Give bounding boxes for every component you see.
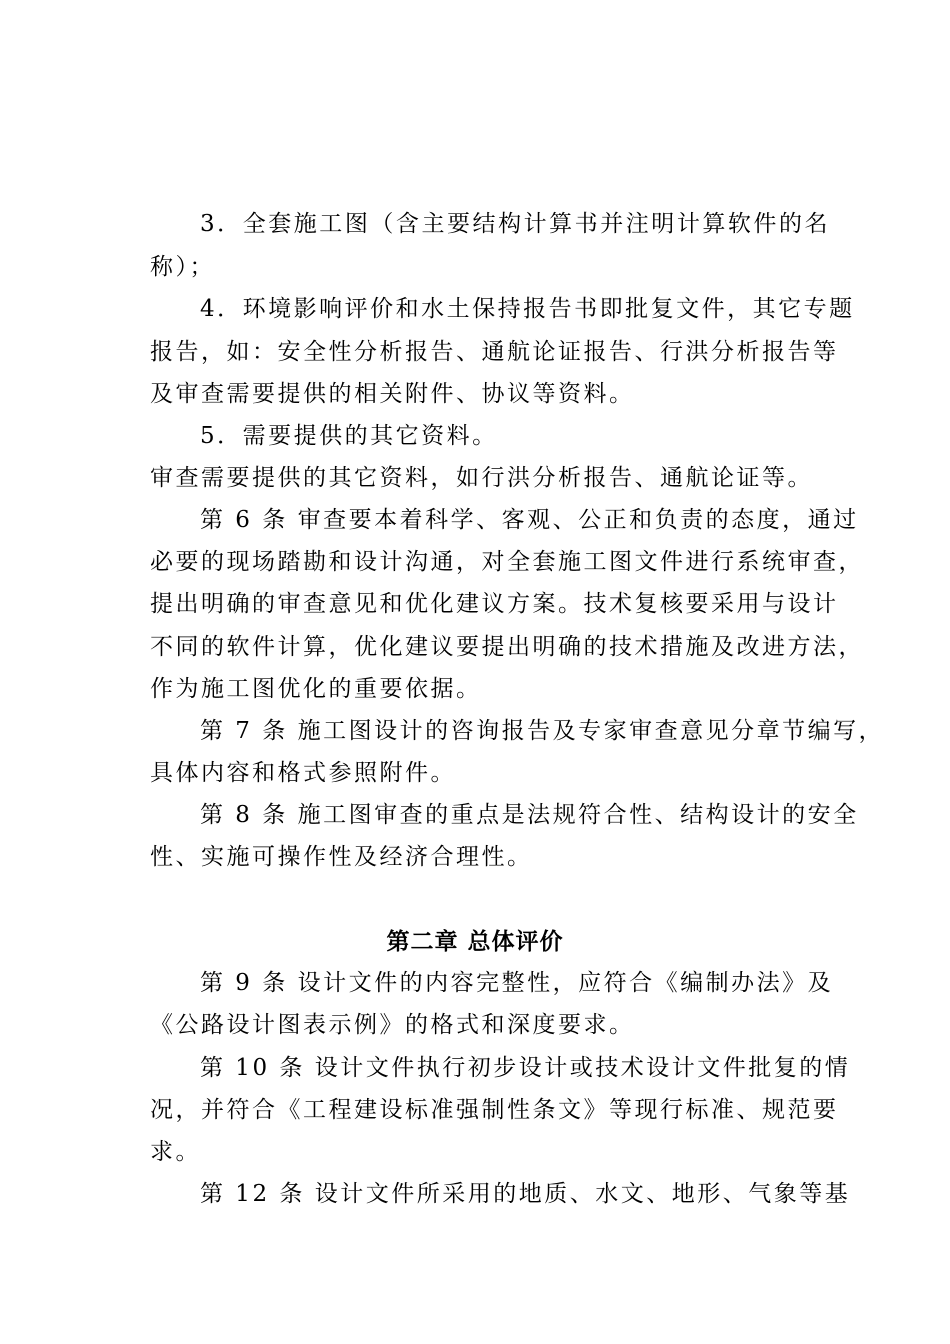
item-3-line-1: 3．全套施工图（含主要结构计算书并注明计算软件的名	[200, 211, 830, 237]
note-line-1: 审查需要提供的其它资料，如行洪分析报告、通航论证等。	[150, 465, 813, 491]
article-9-line-2: 《公路设计图表示例》的格式和深度要求。	[150, 1012, 635, 1038]
item-4-line-1: 4．环境影响评价和水土保持报告书即批复文件，其它专题	[200, 296, 855, 322]
chapter-heading: 第二章 总体评价	[386, 928, 564, 955]
article-9-line-1: 第 9 条 设计文件的内容完整性，应符合《编制办法》及	[200, 970, 834, 996]
article-8-line-2: 性、实施可操作性及经济合理性。	[150, 844, 533, 870]
article-6-line-3: 提出明确的审查意见和优化建议方案。技术复核要采用与设计	[150, 591, 839, 617]
article-10-line-2: 况，并符合《工程建设标准强制性条文》等现行标准、规范要	[150, 1097, 839, 1123]
item-4-line-2: 报告，如：安全性分析报告、通航论证报告、行洪分析报告等	[150, 339, 839, 365]
article-6-line-4: 不同的软件计算，优化建议要提出明确的技术措施及改进方法，	[150, 634, 864, 660]
item-4-line-3: 及审查需要提供的相关附件、协议等资料。	[150, 381, 635, 407]
article-10-line-1: 第 10 条 设计文件执行初步设计或技术设计文件批复的情	[200, 1055, 851, 1081]
article-6-line-1: 第 6 条 审查要本着科学、客观、公正和负责的态度，通过	[200, 507, 859, 533]
article-6-line-2: 必要的现场踏勘和设计沟通，对全套施工图文件进行系统审查，	[150, 549, 864, 575]
item-3-line-2: 称）；	[150, 254, 215, 280]
article-7-line-1: 第 7 条 施工图设计的咨询报告及专家审查意见分章节编写，	[200, 718, 885, 744]
article-8-line-1: 第 8 条 施工图审查的重点是法规符合性、结构设计的安全	[200, 802, 859, 828]
article-7-line-2: 具体内容和格式参照附件。	[150, 760, 456, 786]
article-6-line-5: 作为施工图优化的重要依据。	[150, 676, 482, 702]
item-5-line-1: 5．需要提供的其它资料。	[200, 423, 498, 449]
article-12-line-1: 第 12 条 设计文件所采用的地质、水文、地形、气象等基	[200, 1181, 851, 1207]
article-10-line-3: 求。	[150, 1139, 201, 1165]
